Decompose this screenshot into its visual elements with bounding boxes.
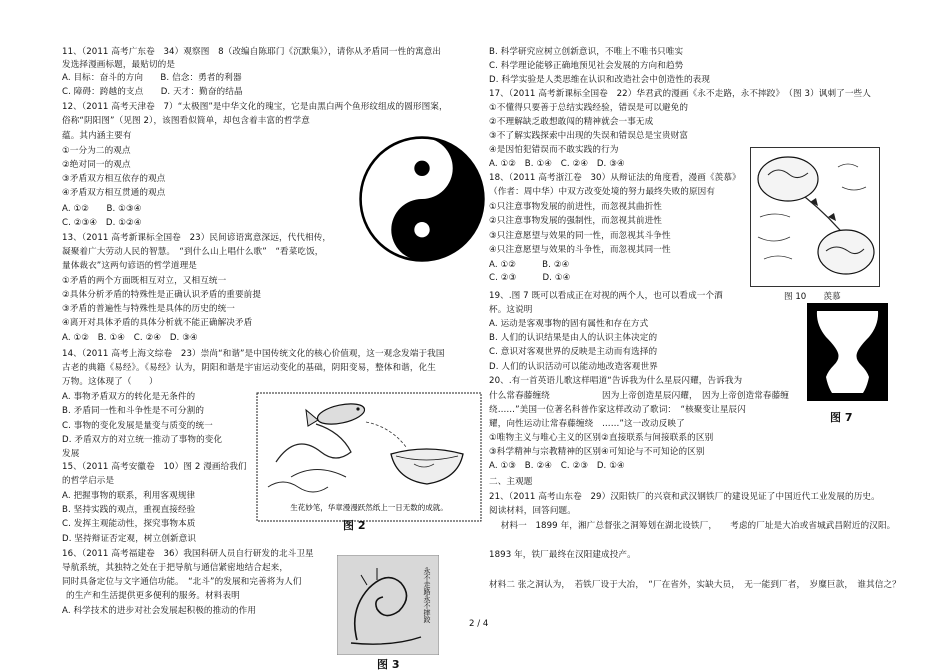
right-text-line: A. ①② B. ①④ C. ②④ D. ③④	[489, 159, 625, 169]
right-text-line: 绕……”美国一位著名科普作家这样改动了歌词： “核聚变让星辰闪	[489, 405, 746, 415]
right-text-line: 阅读材料，回答问题。	[489, 506, 576, 516]
right-text-line: 什么常春藤缠绕 因为上帝创造星辰闪耀， 因为上帝创造常春藤缠	[489, 391, 789, 401]
right-text-line: 21、（2011 高考山东卷 29）汉阳铁厂的兴衰和武汉钢铁厂的建设见证了中国近代工业发展的历史。	[489, 492, 880, 502]
right-text-line: 19、.图 7 既可以看成正在对视的两个人，也可以看成一个酒	[489, 291, 723, 301]
right-text-line: B. 科学研究应树立创新意识，不唯上不唯书只唯实	[489, 47, 684, 57]
left-text-line: 量体裁衣”这两句谚语的哲学道理是	[62, 261, 197, 271]
envy-cartoon-figure	[750, 147, 880, 287]
left-text-line: 16、（2011 高考福建卷 36）我国科研人员自行研发的北斗卫星	[62, 549, 314, 559]
left-text-line: C. 发挥主观能动性，探究事物本质	[62, 519, 196, 529]
left-text-line: ②绝对同一的观点	[62, 160, 131, 170]
left-text-line: 万物。这体现了（ ）	[62, 377, 158, 387]
right-text-line: ④只注意愿望与效果的斗争性，而忽视其同一性	[489, 245, 671, 255]
left-text-line: 古老的典籍《易经》。《易经》认为，阴阳和谐是宇宙运动变化的基础，阴阳变易，整体和谐，化生	[62, 363, 436, 373]
left-text-line: ③矛盾双方相互依存的观点	[62, 174, 166, 184]
right-text-line: ①只注意事物发展的前进性，而忽视其曲折性	[489, 202, 662, 212]
right-text-line: D. 人们的认识活动可以能动地改造客观世界	[489, 362, 658, 372]
page-number: 2 / 4	[469, 619, 489, 629]
right-text-line: C. 科学理论能够正确地预见社会发展的方向和趋势	[489, 61, 684, 71]
right-text-line: C. ②③ D. ①④	[489, 273, 571, 283]
right-text-line: ①不懂得只要善于总结实践经验，错误是可以避免的	[489, 103, 689, 113]
left-text-line: 导航系统，其独特之处在于把导航与通信紧密地结合起来，	[62, 563, 289, 573]
snail-cartoon-figure	[337, 555, 439, 655]
right-text-line: A. ①② B. ②④	[489, 260, 570, 270]
left-text-line: 14、（2011 高考上海文综卷 23）崇尚“和谐”是中国传统文化的核心价值观，这一观念发端于我国	[62, 349, 445, 359]
left-text-line: B. 矛盾同一性和斗争性是不可分割的	[62, 406, 205, 416]
right-text-line: A. ①③ B. ②④ C. ②③ D. ①④	[489, 461, 625, 471]
fig3-inner-text: 永不走路永不摔跤	[423, 567, 431, 623]
left-text-line: ①一分为二的观点	[62, 146, 131, 156]
right-text-line: 材料二 张之洞认为， 若铁厂设于大冶， “厂在省外，实缺大员， 无一能到厂者， 岁糜巨款， 谁其信之？	[489, 580, 901, 590]
right-text-line: 材料一 1899 年，湘广总督张之洞筹划在湖北设铁厂， 考虑的厂址是大冶或省城武昌附近的汉阳。	[492, 521, 896, 531]
right-text-line: A. 运动是客观事物的固有属性和存在方式	[489, 319, 649, 329]
left-text-line: A. 把握事物的联系，利用客观规律	[62, 491, 196, 501]
right-text-line: ③不了解实践探索中出现的失误和错误总是宝贵财富	[489, 131, 689, 141]
left-text-line: 的生产和生活提供更多便利的服务。材料表明	[66, 591, 240, 601]
fig3-caption: 图 3	[377, 658, 400, 671]
rubin-vase-figure	[807, 303, 888, 401]
fig2-inner-text: 生花妙笔，华章漫漫跃然纸上一日无数的成就。	[290, 503, 448, 512]
left-text-line: C. 障碍：跨越的支点 D. 天才：勤奋的结晶	[62, 87, 243, 97]
right-text-line: ③科学精神与宗教精神的区别④可知论与不可知论的区别	[489, 447, 705, 457]
right-text-line: 20、.有一首英语儿歌这样唱道“告诉我为什么星辰闪耀，告诉我为	[489, 376, 743, 386]
left-text-line: 发展	[62, 449, 80, 459]
left-text-line: 的哲学启示是	[62, 476, 115, 486]
left-text-line: ④离开对具体矛盾的具体分析就不能正确解决矛盾	[62, 318, 253, 328]
left-text-line: A. ①② B. ①④ C. ②④ D. ③④	[62, 333, 198, 343]
left-text-line: A. 科学技术的进步对社会发展起积极的推动的作用	[62, 606, 257, 616]
left-text-line: D. 坚持辩证否定观，树立创新意识	[62, 534, 197, 544]
left-text-line: ④矛盾双方相互贯通的观点	[62, 188, 166, 198]
left-text-line: 同时具备定位与文字通信功能。 “北斗”的发展和完善将为人们	[62, 577, 302, 587]
left-text-line: C. 事物的变化发展是量变与质变的统一	[62, 421, 213, 431]
left-text-line: 13、（2011 高考新课标全国卷 23）民间谚语寓意深远，代代相传，	[62, 233, 332, 243]
right-text-line: 杯。这说明	[489, 305, 533, 315]
left-text-line: D. 矛盾双方的对立统一推动了事物的变化	[62, 435, 223, 445]
right-text-line: ②不理解缺乏敢想敢闯的精神就会一事无成	[489, 117, 654, 127]
left-text-line: ①矛盾的两个方面既相互对立，又相互统一	[62, 276, 227, 286]
left-text-line: A. 事物矛盾双方的转化是无条件的	[62, 392, 196, 402]
fig7-caption: 图 7	[830, 411, 853, 424]
right-text-line: D. 科学实验是人类思维在认识和改造社会中创造性的表现	[489, 75, 711, 85]
left-text-line: 凝聚着广大劳动人民的智慧。 “到什么山上唱什么歌” “看菜吃饭，	[62, 247, 324, 257]
left-text-line: 11、（2011 高考广东卷 34）观察图 8（改编自陈耶门《沉默集》），请你从矛盾同一性的寓意出	[62, 47, 442, 57]
left-text-line: ②具体分析矛盾的特殊性是正确认识矛盾的重要前提	[62, 290, 262, 300]
fish-bowl-cartoon-figure	[256, 392, 482, 522]
taiji-yin-yang-figure	[358, 135, 486, 263]
left-text-line: 俗称“阴阳图”（见图 2），该图看似简单，却包含着丰富的哲学意	[62, 116, 310, 126]
right-text-line: 耀，向性运动让常春藤缠绕 ……”这一改动反映了	[489, 419, 685, 429]
right-text-line: 17、（2011 高考新课标全国卷 22）华君武的漫画《永不走路，永不摔跤》 （图 3）讽刺了一些人	[489, 89, 871, 99]
right-text-line: ③只注意愿望与效果的同一性，而忽视其斗争性	[489, 231, 671, 241]
right-text-line: ①唯物主义与唯心主义的区别②直接联系与间接联系的区别	[489, 433, 714, 443]
right-text-line: 1893 年，铁厂最终在汉阳建成投产。	[489, 550, 636, 560]
left-text-line: A. ①② B. ①③④	[62, 204, 142, 214]
right-text-line: B. 人们的认识结果是由人的认识主体决定的	[489, 333, 658, 343]
right-text-line: （作者：周中华）中双方改变处境的努力最终失败的原因有	[489, 187, 716, 197]
left-text-line: C. ②③④ D. ①②④	[62, 218, 142, 228]
right-text-line: ②只注意事物发展的强制性，而忽视其前进性	[489, 216, 662, 226]
right-text-line: 二、主观题	[489, 477, 533, 487]
left-text-line: 15、（2011 高考安徽卷 10）图 2 漫画给我们	[62, 462, 247, 472]
right-text-line: ④是因怕犯错误而不敢实践的行为	[489, 145, 619, 155]
left-text-line: ③矛盾的普遍性与特殊性是具体的历史的统一	[62, 304, 235, 314]
left-text-line: 蕴。其内涵主要有	[62, 131, 132, 141]
right-text-line: 18、（2011 高考浙江卷 30）从辩证法的角度看，漫画《羡慕》	[489, 173, 741, 183]
left-text-line: 12、（2011 高考天津卷 7）“太极图”是中华文化的瑰宝，它是由黑白两个鱼形纹组成的圆形图案，	[62, 102, 448, 112]
left-text-line: A. 目标：奋斗的方向 B. 信念：勇者的利器	[62, 73, 242, 83]
left-text-line: 发选择漫画标题，最贴切的是	[62, 60, 176, 70]
left-text-line: B. 坚持实践的观点，重视直接经验	[62, 505, 196, 515]
right-text-line: C. 意识对客观世界的反映是主动而有选择的	[489, 347, 658, 357]
fig2-caption: 图 2	[343, 519, 366, 532]
fig10-caption: 图 10 羡慕	[784, 292, 841, 302]
